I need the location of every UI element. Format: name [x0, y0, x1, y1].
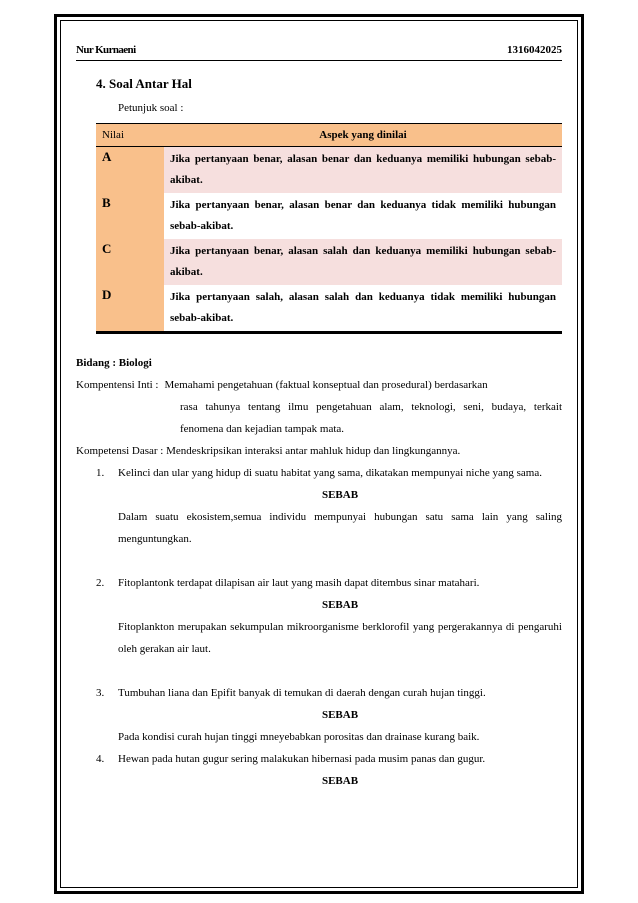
table-row	[96, 193, 562, 239]
header-rule	[76, 60, 562, 61]
scoring-table	[96, 123, 562, 334]
question-item	[76, 572, 562, 682]
question-reason: Fitoplankton merupakan sekumpulan mikroorganisme berklorofil yang pergerakannya di pengaruhi oleh gerakan air laut.	[118, 621, 562, 655]
row-code: D	[96, 285, 164, 333]
kompetensi-inti-continuation: rasa tahunya tentang ilmu pengetahuan alam, teknologi, seni, budaya, terkait fenomena dan kejadian tampak mata.	[180, 401, 562, 435]
main-content	[76, 352, 562, 792]
row-code: C	[96, 239, 164, 285]
question-list	[76, 462, 562, 792]
sebab-label: SEBAB	[321, 489, 359, 501]
section-title: 4. Soal Antar Hal	[96, 76, 192, 91]
kompetensi-dasar: Kompetensi Dasar : Mendeskripsikan interaksi antar mahluk hidup dan lingkungannya.	[76, 445, 461, 457]
header-id-number: 1316042025	[507, 44, 562, 56]
column-header-nilai: Nilai	[96, 124, 164, 147]
sebab-label: SEBAB	[321, 775, 359, 787]
kompetensi-inti	[76, 374, 562, 396]
table-row	[96, 147, 562, 194]
kompetensi-inti-line1: Memahami pengetahuan (faktual konseptual dan prosedural) berdasarkan	[164, 379, 488, 391]
row-code: B	[96, 193, 164, 239]
column-header-aspek: Aspek yang dinilai	[164, 124, 562, 147]
question-number: 3.	[96, 687, 105, 699]
question-number: 2.	[96, 577, 105, 589]
question-statement: Tumbuhan liana dan Epifit banyak di temukan di daerah dengan curah hujan tinggi.	[118, 687, 486, 699]
question-reason: Dalam suatu ekosistem,semua individu mempunyai hubungan satu sama lain yang saling menguntungkan.	[118, 511, 562, 545]
question-statement: Kelinci dan ular yang hidup di suatu habitat yang sama, dikatakan mempunyai niche yang sama.	[118, 467, 542, 479]
row-description: Jika pertanyaan benar, alasan benar dan keduanya tidak memiliki hubungan sebab-akibat.	[170, 199, 556, 232]
instruction-label: Petunjuk soal :	[118, 102, 184, 114]
page-header	[76, 44, 562, 60]
table-row	[96, 285, 562, 333]
row-description: Jika pertanyaan salah, alasan salah dan keduanya tidak memiliki hubungan sebab-akibat.	[170, 291, 556, 324]
row-code: A	[96, 147, 164, 194]
row-description: Jika pertanyaan benar, alasan salah dan keduanya memiliki hubungan sebab-akibat.	[164, 239, 562, 285]
sebab-label: SEBAB	[321, 709, 359, 721]
header-author: Nur Kurnaeni	[76, 44, 136, 56]
question-statement: Hewan pada hutan gugur sering malakukan hibernasi pada musim panas dan gugur.	[118, 753, 486, 765]
question-statement: Fitoplantonk terdapat dilapisan air laut yang masih dapat ditembus sinar matahari.	[118, 577, 480, 589]
question-number: 4.	[96, 753, 105, 765]
kompetensi-inti-label: Kompentensi Inti :	[76, 379, 159, 391]
question-item	[76, 748, 562, 792]
table-row	[96, 239, 562, 285]
question-item	[76, 462, 562, 572]
sebab-label: SEBAB	[321, 599, 359, 611]
question-number: 1.	[96, 467, 105, 479]
question-item	[76, 682, 562, 748]
scoring-table-header	[96, 124, 562, 147]
question-reason: Pada kondisi curah hujan tinggi mneyebabkan porositas dan drainase kurang baik.	[118, 731, 480, 743]
bidang-heading: Bidang : Biologi	[76, 357, 152, 369]
row-description: Jika pertanyaan benar, alasan benar dan keduanya memiliki hubungan sebab-akibat.	[164, 147, 562, 194]
